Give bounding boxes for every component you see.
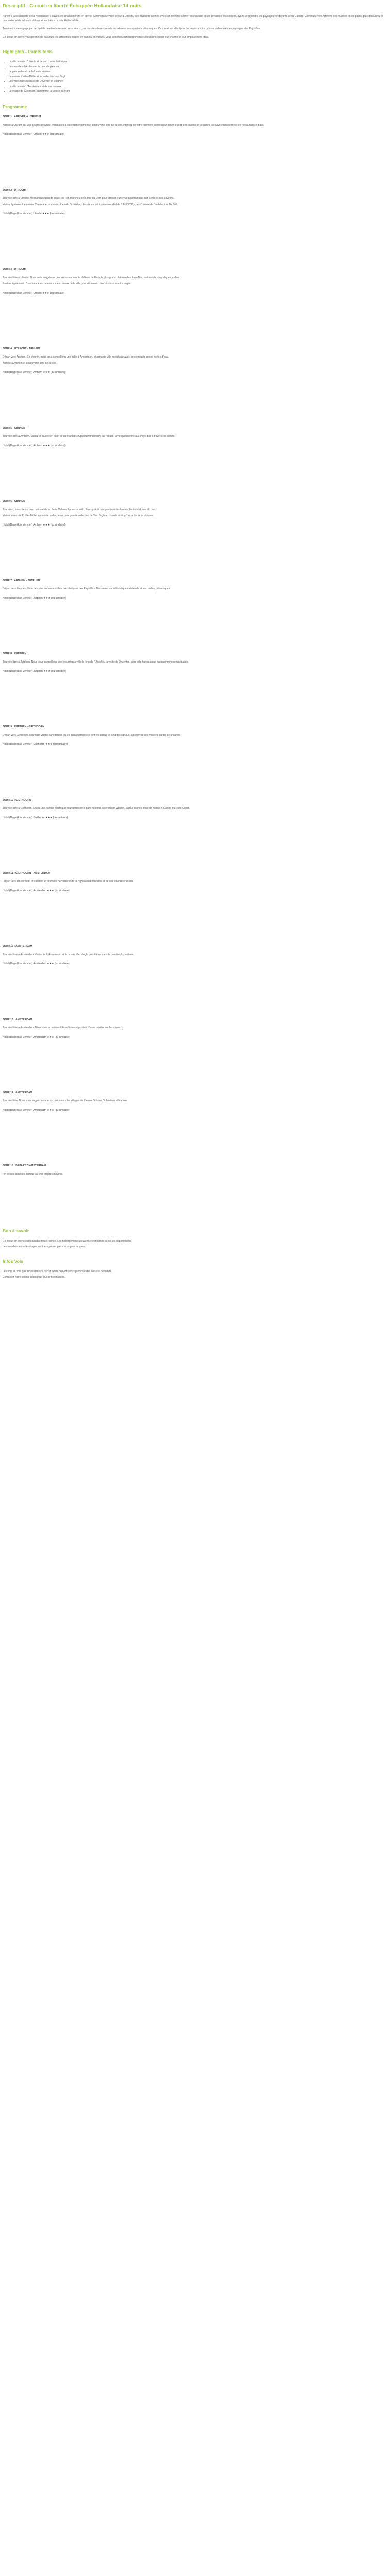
highlight-item: • Les musées d'Arnhem et le parc de plein air	[9, 65, 388, 70]
programme-days	[3, 115, 388, 1176]
intro-paragraph: Partez à la découverte de la Hollandaise à travers ce circuit itinérant en liberté. Commencez votre séjour à Utrecht, ville étudiante animée avec son célèbre clocher, ses canaux et ses terrasses ensoleillées, avant de rejoindre les paysages verdoyants de la Gueldre. Continuez vers Arnhem, ses musées et ses parcs, puis découvrez le parc national de la Haute Veluwe et le célèbre musée Kröller-Müller.	[3, 15, 383, 22]
programme-heading: Programme	[3, 104, 27, 109]
day-hotel: Hotel (Dagelijkse Vervoer) Utrecht ★★★ (ou similaire)	[3, 291, 65, 295]
intro-paragraph: Ce circuit en liberté vous permet de parcourir les différentes étapes en train ou en voiture. Vous bénéficiez d'hébergements sélectionnés pour leur charme et leur emplacement idéal.	[3, 36, 209, 39]
content	[0, 0, 391, 1279]
good-to-know-paragraph: Ce circuit en liberté est réalisable toute l'année. Les hébergements peuvent être modifiés selon les disponibilités.	[3, 1239, 132, 1243]
day-description: Journée libre à Amsterdam. Découvrez la maison d'Anne Frank et profitez d'une croisière sur les canaux.	[3, 1026, 123, 1029]
day-description: Profitez également d'une balade en bateau sur les canaux de la ville pour découvrir Utrecht sous un autre angle.	[3, 282, 131, 285]
highlights-list	[9, 60, 388, 94]
day-description: Départ vers Giethoorn, charmant village sans routes où les déplacements se font en barque le long des canaux. Découvrez ses maisons au toit de chaume.	[3, 733, 181, 737]
day-hotel: Hotel (Dagelijkse Vervoer) Zutphen ★★★ (ou similaire)	[3, 596, 66, 600]
day-hotel: Hotel (Dagelijkse Vervoer) Amsterdam ★★★ (ou similaire)	[3, 889, 70, 892]
day-hotel: Hotel (Dagelijkse Vervoer) Arnhem ★★★ (ou similaire)	[3, 370, 66, 374]
day-description: Départ vers Zutphen, l'une des plus anciennes villes hanséatiques des Pays-Bas. Découvrez sa bibliothèque médiévale et ses ruelles pittoresques.	[3, 587, 171, 590]
day-block	[3, 115, 388, 137]
day-title: JOUR 10 : GIETHOORN	[3, 798, 31, 802]
day-title: JOUR 15 : DÉPART D'AMSTERDAM	[3, 1164, 46, 1167]
day-title: JOUR 12 : AMSTERDAM	[3, 944, 32, 948]
day-description: Journée libre à Utrecht. Ne manquez pas de gravir les 465 marches de la tour du Dom pour profiter d'une vue panoramique sur la ville et ses environs.	[3, 196, 175, 200]
day-hotel: Hotel (Dagelijkse Vervoer) Utrecht ★★★ (ou similaire)	[3, 212, 65, 215]
day-description: Journée libre à Utrecht. Nous vous suggérons une excursion vers le château de Haar, le plus grand château des Pays-Bas, entouré de magnifiques jardins.	[3, 276, 180, 279]
day-title: JOUR 13 : AMSTERDAM	[3, 1018, 32, 1021]
day-hotel: Hotel (Dagelijkse Vervoer) Amsterdam ★★★ (ou similaire)	[3, 1035, 70, 1039]
day-block	[3, 347, 388, 375]
day-description: Départ vers Amsterdam. Installation et première découverte de la capitale néerlandaise et de ses célèbres canaux.	[3, 879, 134, 883]
day-description: Journée libre à Giethoorn. Louez une barque électrique pour parcourir le parc national Weerribben-Wieden, la plus grande zone de marais d'Europe du Nord-Ouest.	[3, 806, 190, 810]
day-title: JOUR 11 : GIETHOORN - AMSTERDAM	[3, 871, 51, 875]
day-title: JOUR 5 : ARNHEM	[3, 426, 26, 430]
day-description: Journée consacrée au parc national de la Haute Veluwe. Louez un vélo blanc gratuit pour parcourir les landes, forêts et dunes du parc.	[3, 507, 157, 511]
day-hotel: Hotel (Dagelijkse Vervoer) Giethoorn ★★★ (ou similaire)	[3, 742, 68, 746]
day-block	[3, 944, 388, 966]
flights-paragraph: Les vols ne sont pas inclus dans ce circuit. Nous pouvons vous proposer des vols sur demande.	[3, 1269, 112, 1273]
good-to-know	[3, 1239, 388, 1249]
day-block	[3, 426, 388, 448]
highlight-item: • Le village de Giethoorn, surnommé la Venise du Nord	[9, 89, 388, 94]
flights-info	[3, 1269, 388, 1279]
day-hotel: Hotel (Dagelijkse Vervoer) Utrecht ★★★ (ou similaire)	[3, 132, 65, 136]
day-description: Journée libre à Amsterdam. Visitez le Rijksmuseum et le musée Van Gogh, puis flânez dans le quartier du Jordaan.	[3, 953, 134, 956]
day-description: Arrivée à Utrecht par vos propres moyens. Installation à votre hébergement et découverte libre de la ville. Profitez de votre première soirée pour flâner le long des canaux et découvrir les caves transformées en restaurants et bars.	[3, 123, 264, 127]
day-block	[3, 871, 388, 893]
day-block	[3, 798, 388, 820]
highlight-item: • Le musée Kröller-Müller et sa collection Van Gogh	[9, 75, 388, 80]
day-hotel: Hotel (Dagelijkse Vervoer) Amsterdam ★★★ (ou similaire)	[3, 962, 70, 965]
day-description: Départ vers Arnhem. En chemin, nous vous conseillons une halte à Amersfoort, charmante ville médiévale avec ses remparts et ses portes d'eau.	[3, 355, 169, 359]
day-description: Visitez le musée Kröller-Müller qui abrite la deuxième plus grande collection de Van Gogh au monde ainsi qu'un jardin de sculptures.	[3, 514, 154, 517]
highlight-item: • La découverte d'Utrecht et de son centre historique	[9, 60, 388, 65]
day-hotel: Hotel (Dagelijkse Vervoer) Arnhem ★★★ (ou similaire)	[3, 444, 66, 447]
day-block	[3, 1164, 388, 1176]
good-to-know-heading: Bon à savoir	[3, 1228, 29, 1233]
day-title: JOUR 9 : ZUTPHEN - GIETHOORN	[3, 725, 44, 728]
day-title: JOUR 6 : ARNHEM	[3, 499, 26, 503]
flights-paragraph: Contactez notre service client pour plus d'informations.	[3, 1275, 66, 1279]
day-hotel: Hotel (Dagelijkse Vervoer) Zutphen ★★★ (ou similaire)	[3, 669, 66, 673]
day-title: JOUR 1 : ARRIVÉE À UTRECHT	[3, 115, 41, 118]
day-title: JOUR 3 : UTRECHT	[3, 267, 27, 271]
day-description: Journée libre à Zutphen. Nous vous conseillons une excursion à vélo le long de l'IJssel ou la visite de Deventer, autre ville hanséatique au patrimoine remarquable.	[3, 660, 189, 664]
good-to-know-paragraph: Les transferts entre les étapes sont à organiser par vos propres moyens.	[3, 1245, 86, 1248]
day-hotel: Hotel (Dagelijkse Vervoer) Arnhem ★★★ (ou similaire)	[3, 523, 66, 527]
day-block	[3, 1091, 388, 1112]
day-description: Arrivée à Arnhem et découverte libre de la ville.	[3, 361, 57, 365]
highlights-heading: Highlights - Points forts	[3, 49, 53, 54]
intro-paragraph: Terminez votre voyage par la capitale néerlandaise avec ses canaux, ses musées de renommée mondiale et ses quartiers pittoresques. Ce circuit est idéal pour découvrir à votre rythme la diversité des paysages des Pays-Bas.	[3, 27, 261, 30]
day-description: Fin de nos services. Retour par vos propres moyens.	[3, 1172, 63, 1176]
day-hotel: Hotel (Dagelijkse Vervoer) Amsterdam ★★★ (ou similaire)	[3, 1108, 70, 1112]
day-block	[3, 579, 388, 600]
page-title: Descriptif - Circuit en liberté Échappée Hollandaise 14 nuits	[3, 3, 142, 9]
day-description: Journée libre. Nous vous suggérons une excursion vers les villages de Zaanse Schans, Volendam et Marken.	[3, 1099, 128, 1103]
intro	[3, 14, 388, 39]
day-title: JOUR 8 : ZUTPHEN	[3, 652, 27, 655]
day-block	[3, 652, 388, 673]
day-title: JOUR 4 : UTRECHT - ARNHEM	[3, 347, 40, 350]
day-hotel: Hotel (Dagelijkse Vervoer) Giethoorn ★★★ (ou similaire)	[3, 816, 68, 819]
highlight-item: • Le parc national de la Haute Veluwe	[9, 70, 388, 75]
day-title: JOUR 2 : UTRECHT	[3, 188, 27, 192]
day-title: JOUR 14 : AMSTERDAM	[3, 1091, 32, 1094]
flights-heading: Infos Vols	[3, 1258, 23, 1264]
day-description: Journée libre à Arnhem. Visitez le musée en plein air néerlandais (Openluchtmuseum) qui retrace la vie quotidienne aux Pays-Bas à travers les siècles.	[3, 434, 175, 438]
day-title: JOUR 7 : ARNHEM - ZUTPHEN	[3, 579, 40, 582]
day-block	[3, 499, 388, 527]
day-block	[3, 725, 388, 747]
day-block	[3, 1018, 388, 1039]
highlight-item: • Les villes hanséatiques de Deventer et Zutphen	[9, 79, 388, 84]
highlight-item: • La découverte d'Amsterdam et de ses canaux	[9, 84, 388, 90]
day-block	[3, 188, 388, 216]
day-description: Visitez également le musée Centraal et la maison Rietveld Schröder, classée au patrimoine mondial de l'UNESCO, chef-d'œuvre de l'architecture De Stijl.	[3, 202, 178, 206]
day-block	[3, 267, 388, 295]
